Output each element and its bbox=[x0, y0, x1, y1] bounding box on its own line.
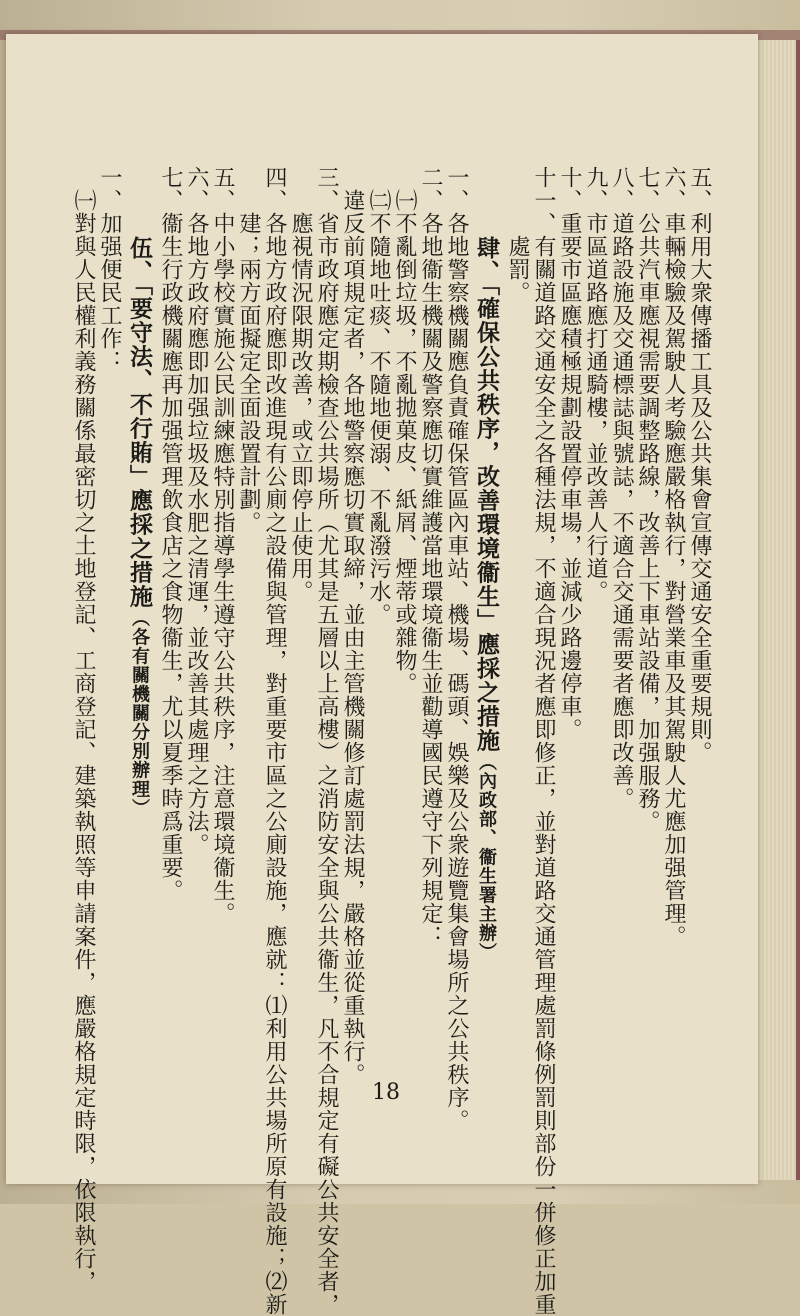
text-column-5-1a: ㈠對與人民權利義務關係最密切之土地登記、工商登記、建築執照等申請案件，應嚴格規定時限，依限執行， bbox=[71, 166, 96, 1293]
page-stack-edge bbox=[756, 40, 800, 1180]
text-column-4-3: 三、省市政府應定期檢查公共場所（尤其是五層以上高樓）之消防安全與公共衞生，凡不合規定有礙公共安全者， bbox=[314, 166, 339, 1316]
text-column-4-2b: ㈡不隨地吐痰、不隨地便溺、不亂潑污水。 bbox=[366, 166, 391, 626]
text-column-4-3-cont: 應視情況限期改善，或立即停止使用。 bbox=[288, 166, 313, 603]
text-column-item-11-cont: 處罰。 bbox=[505, 166, 530, 304]
text-column-4-2c: 違反前項規定者，各地警察應切實取締，並由主管機關修訂處罰法規，嚴格並從重執行。 bbox=[340, 166, 365, 1086]
section-heading-4 bbox=[475, 166, 498, 1136]
section-heading-4-note: （內政部、衞生署主辦） bbox=[476, 752, 497, 962]
text-column-item-6: 六、車輛檢驗及駕駛人考驗應嚴格執行，對營業車及其駕駛人尤應加强管理。 bbox=[661, 166, 686, 948]
text-column-item-10: 十、重要市區應積極規劃設置停車場，並減少路邊停車。 bbox=[557, 166, 582, 741]
text-column-4-6: 六、各地方政府應即加强垃圾及水肥之清運，並改善其處理之方法。 bbox=[184, 166, 209, 856]
text-column-4-1: 一、各地警察機關應負責確保管區內車站、機場、碼頭、娛樂及公衆遊覽集會場所之公共秩序。 bbox=[444, 166, 469, 1132]
text-column-4-4: 四、各地方政府應即改進現有公廁之設備與管理，對重要市區之公廁設施，應就：⑴利用公共場所原有設施；⑵新 bbox=[262, 166, 287, 1316]
section-heading-5-title: 伍、「要守法、不行賄」應採之措施 bbox=[126, 236, 153, 609]
section-heading-5 bbox=[128, 166, 151, 1136]
text-column-item-11: 十一、有關道路交通安全之各種法規，不適合現況者應即修正，並對道路交通管理處罰條例罰則部份一併修正加重 bbox=[531, 166, 556, 1316]
text-column-item-5: 五、利用大衆傳播工具及公共集會宣傳交通安全重要規則。 bbox=[687, 166, 712, 764]
text-column-4-5: 五、中小學校實施公民訓練應特別指導學生遵守公共秩序，注意環境衞生。 bbox=[210, 166, 235, 925]
text-column-4-2a: ㈠不亂倒垃圾，不亂拋菓皮、紙屑、煙蒂或雜物。 bbox=[392, 166, 417, 695]
text-column-4-2: 二、各地衞生機關及警察應切實維護當地環境衞生並勸導國民遵守下列規定： bbox=[418, 166, 443, 948]
page-number: 18 bbox=[372, 1080, 400, 1105]
text-column-item-9: 九、市區道路應打通騎樓，並改善人行道。 bbox=[583, 166, 608, 603]
text-column-5-1: 一、加强便民工作： bbox=[97, 166, 122, 373]
text-column-item-8: 八、道路設施及交通標誌與號誌，不適合交通需要者應即改善。 bbox=[609, 166, 634, 810]
text-column-4-4-cont: 建；兩方面擬定全面設置計劃。 bbox=[236, 166, 261, 534]
text-column-item-7: 七、公共汽車應視需要調整路線，改善上下車站設備，加强服務。 bbox=[635, 166, 660, 833]
section-heading-4-title: 肆、「確保公共秩序，改善環境衞生」應採之措施 bbox=[473, 236, 500, 753]
section-heading-5-note: （各有關機關分別辦理） bbox=[129, 608, 150, 818]
text-column-4-7: 七、衞生行政機關應再加强管理飲食店之食物衞生，尤以夏季時爲重要。 bbox=[158, 166, 183, 902]
